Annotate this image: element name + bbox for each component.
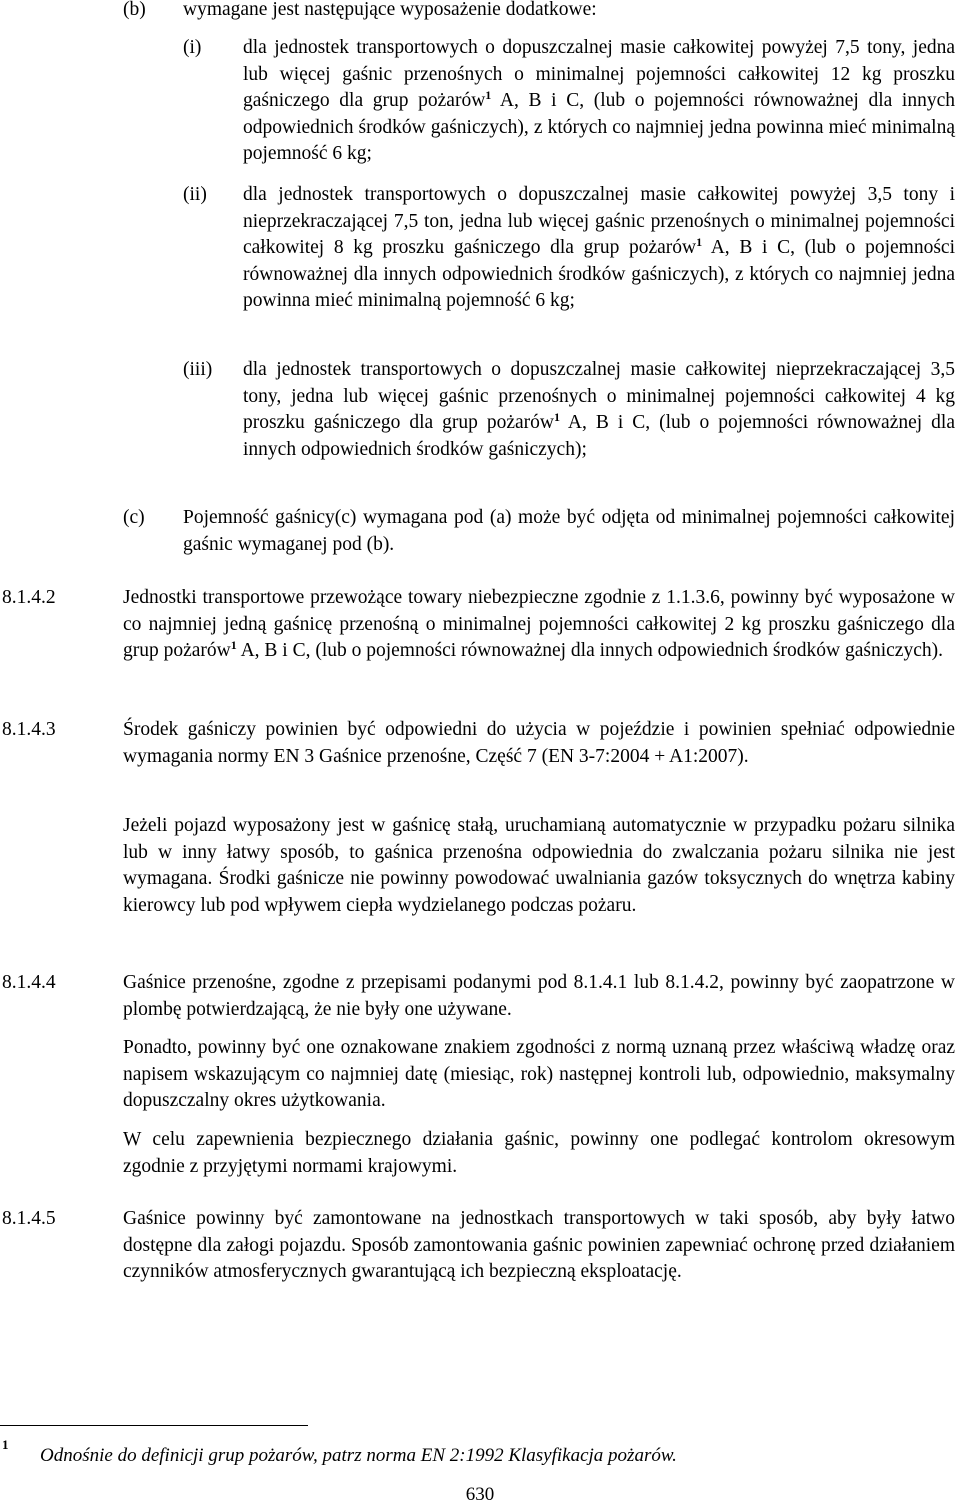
item-label-c: (c) bbox=[123, 507, 145, 528]
section-8-1-4-2-text: Jednostki transportowe przewożące towary niebezpieczne zgodnie z 1.1.3.6, powinny być wyposażone w co najmniej jedną gaśnicę przenośną o minimalnej pojemności całkowitej 2 kg proszku gaśniczego dla grup pożarów$^1$ A, B i C, (lub o pojemności równoważnej dla innych odpowiednich środków gaśniczych). bbox=[123, 587, 955, 661]
footnote-number: 1 bbox=[2, 1437, 9, 1452]
section-8-1-4-3-para-1: Środek gaśniczy powinien być odpowiedni do użycia w pojeździe i powinien spełniać odpowiednie wymagania normy EN 3 Gaśnice przenośne, Część 7 (EN 3-7:2004 + A1:2007). bbox=[123, 719, 955, 767]
section-number-8-1-4-4: 8.1.4.4 bbox=[2, 972, 56, 993]
footnote-separator bbox=[0, 1425, 308, 1426]
section-number-8-1-4-3: 8.1.4.3 bbox=[2, 719, 56, 740]
subitem-label-ii: (ii) bbox=[183, 184, 207, 205]
section-8-1-4-5-para-1: Gaśnice powinny być zamontowane na jednostkach transportowych w taki sposób, aby były łatwo dostępne dla załogi pojazdu. Sposób zamontowania gaśnic powinien zapewniać ochronę przed działaniem czynników atmosferycznych gwarantującą ich bezpieczną eksploatację. bbox=[123, 1208, 955, 1282]
subitem-i-text: dla jednostek transportowych o dopuszczalnej masie całkowitej powyżej 7,5 tony, jedna lub więcej gaśnic przenośnych o minimalnej pojemności całkowitej 12 kg proszku gaśniczego dla grup pożarów$^1$ A, B i C, (lub o pojemności równoważnej dla innych odpowiednich środków gaśniczych), z których co najmniej jedna powinna mieć minimalną pojemność 6 kg; bbox=[243, 37, 955, 164]
subitem-iii-text: dla jednostek transportowych o dopuszczalnej masie całkowitej nieprzekraczającej 3,5 tony, jedna lub więcej gaśnic przenośnych o minimalnej pojemności całkowitej 4 kg proszku gaśniczego dla grup pożarów$^1$ A, B i C, (lub o pojemności równoważnej dla innych odpowiednich środków gaśniczych); bbox=[243, 359, 955, 460]
section-number-8-1-4-5: 8.1.4.5 bbox=[2, 1208, 56, 1229]
footnote-ref: 1 bbox=[230, 638, 237, 652]
section-8-1-4-3-para-2: Jeżeli pojazd wyposażony jest w gaśnicę stałą, uruchamianą automatycznie w przypadku pożaru silnika lub w inny łatwy sposób, to gaśnica przenośna odpowiednia do zwalczania pożaru silnika nie jest wymagana. Środki gaśnicze nie powinny powodować uwalniania gazów toksycznych do wnętrza kabiny kierowcy lub pod wpływem ciepła wydzielanego podczas pożaru. bbox=[123, 815, 955, 916]
footnote-ref: 1 bbox=[696, 235, 703, 249]
item-b-intro: wymagane jest następujące wyposażenie dodatkowe: bbox=[183, 0, 597, 20]
page-number: 630 bbox=[465, 1484, 495, 1505]
item-label-b: (b) bbox=[123, 0, 146, 20]
subitem-label-i: (i) bbox=[183, 37, 202, 58]
footnote-ref: 1 bbox=[485, 88, 492, 102]
subitem-ii-text: dla jednostek transportowych o dopuszczalnej masie całkowitej powyżej 3,5 tony i nieprzekraczającej 7,5 ton, jedna lub więcej gaśnic przenośnych o minimalnej pojemności całkowitej 8 kg proszku gaśniczego dla grup pożarów$^1$ A, B i C, (lub o pojemności równoważnej dla innych odpowiednich środków gaśniczych), z których co najmniej jedna powinna mieć minimalną pojemność 6 kg; bbox=[243, 184, 955, 311]
footnote-ref: 1 bbox=[554, 410, 561, 424]
item-c-text: Pojemność gaśnicy(c) wymagana pod (a) może być odjęta od minimalnej pojemności całkowitej gaśnic wymaganej pod (b). bbox=[183, 507, 955, 555]
footnote-text: Odnośnie do definicji grup pożarów, patrz norma EN 2:1992 Klasyfikacja pożarów. bbox=[40, 1445, 677, 1466]
section-8-1-4-4-para-3: W celu zapewnienia bezpiecznego działania gaśnic, powinny one podlegać kontrolom okresowym zgodnie z przyjętymi normami krajowymi. bbox=[123, 1129, 955, 1177]
section-number-8-1-4-2: 8.1.4.2 bbox=[2, 587, 56, 608]
section-8-1-4-4-para-1: Gaśnice przenośne, zgodne z przepisami podanymi pod 8.1.4.1 lub 8.1.4.2, powinny być zaopatrzone w plombę potwierdzającą, że nie były one używane. bbox=[123, 972, 955, 1020]
subitem-label-iii: (iii) bbox=[183, 359, 213, 380]
section-8-1-4-4-para-2: Ponadto, powinny być one oznakowane znakiem zgodności z normą uznaną przez właściwą władzę oraz napisem wskazującym co najmniej datę (miesiąc, rok) następnej kontroli lub, odpowiednio, maksymalny dopuszczalny okres użytkowania. bbox=[123, 1037, 955, 1111]
